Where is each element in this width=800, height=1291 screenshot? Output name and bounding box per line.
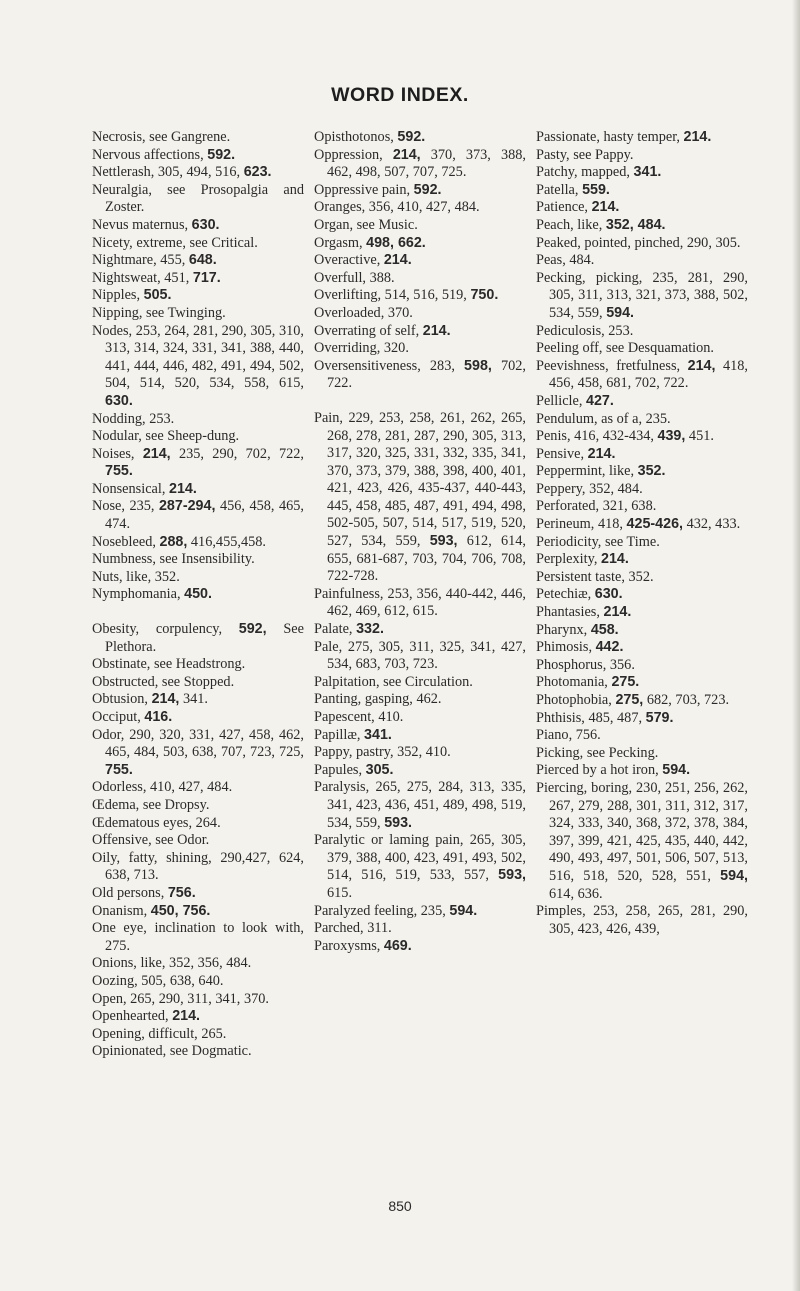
- index-entry: [314, 129, 526, 147]
- entry-bold-reference: 214.: [169, 480, 197, 497]
- entry-text: Opinionated, see Dogmatic.: [92, 1043, 252, 1060]
- entry-bold-reference: 594.: [606, 304, 635, 321]
- entry-text: Pain, 229, 253, 258, 261, 262, 265, 268, 278, 281, 287, 290, 305, 313, 317, 320, 325, 331, 332, 335, 341, 370, 373, 379, 388, 398, 400, 401, 421, 423, 426, 435-437, 440-443, 445, 458, 485, 487, 491, 494, 498, 502-505, 507, 514, 517, 519, 520, 527, 534, 559,: [314, 409, 526, 550]
- index-entry: [92, 270, 304, 288]
- entry-bold-reference: 593.: [384, 814, 413, 831]
- entry-text: Opisthotonos,: [314, 129, 398, 145]
- index-entry: [92, 498, 304, 533]
- entry-bold-reference: 214.: [172, 1008, 201, 1025]
- entry-text: Penis, 416, 432-434,: [536, 428, 658, 445]
- index-entry: [536, 393, 748, 411]
- index-entry: [536, 358, 748, 393]
- index-entry: [536, 692, 748, 710]
- entry-text: Overlifting, 514, 516, 519,: [314, 287, 471, 304]
- index-entry: [92, 252, 304, 270]
- index-entry: [536, 534, 748, 552]
- entry-text: Patchy, mapped,: [536, 164, 634, 181]
- index-entry: [92, 147, 304, 165]
- entry-text: Nymphomania,: [92, 586, 185, 603]
- entry-text: Nodding, 253.: [92, 410, 175, 427]
- index-entry: [314, 639, 526, 674]
- entry-bold-reference: 214,: [142, 445, 171, 462]
- entry-text: Petechiæ,: [536, 586, 595, 603]
- entry-text: Nipping, see Twinging.: [92, 304, 226, 321]
- index-entry: [314, 287, 526, 305]
- entry-text: 702, 722.: [327, 357, 526, 392]
- entry-bold-reference: 287-294,: [158, 498, 216, 515]
- index-entry: [92, 955, 304, 973]
- entry-bold-reference: 214,: [392, 146, 421, 163]
- entry-bold-reference: 592.: [207, 146, 236, 163]
- index-entry: [536, 727, 748, 745]
- entry-text: Pecking, picking, 235, 281, 290, 305, 311, 313, 321, 373, 388, 502, 534, 559,: [536, 269, 748, 321]
- entry-bold-reference: 630.: [594, 586, 623, 603]
- entry-text: Nodes, 253, 264, 281, 290, 305, 310, 313, 314, 324, 331, 341, 388, 440, 441, 444, 446, 482, 491, 494, 502, 504, 514, 520, 534, 558, 615,: [92, 322, 304, 392]
- index-entry: [92, 182, 304, 217]
- entry-text: Pellicle,: [536, 392, 587, 409]
- index-entry: [314, 621, 526, 639]
- entry-text: See Plethora.: [105, 621, 304, 655]
- index-entry: [314, 727, 526, 745]
- entry-text: Phimosis,: [536, 639, 596, 656]
- entry-bold-reference: 559.: [582, 181, 610, 198]
- entry-text: Perplexity,: [536, 551, 601, 568]
- entry-bold-reference: 214.: [683, 129, 712, 145]
- index-entry: [92, 446, 304, 481]
- entry-bold-reference: 427.: [586, 392, 614, 409]
- entry-text: 456, 458, 465, 474.: [105, 498, 305, 533]
- entry-text: Overrating of self,: [314, 322, 423, 339]
- entry-text: 451.: [685, 428, 714, 445]
- entry-text: Pierced by a hot iron,: [536, 762, 663, 779]
- index-entry: [92, 428, 304, 446]
- entry-text: Periodicity, see Time.: [536, 533, 660, 550]
- entry-text: Pimples, 253, 258, 265, 281, 290, 305, 423, 426, 439,: [536, 903, 748, 937]
- index-entry: [536, 129, 748, 147]
- page-edge-shadow: [792, 0, 800, 1291]
- entry-bold-reference: 593,: [429, 533, 458, 550]
- entry-text: Oozing, 505, 638, 640.: [92, 972, 224, 989]
- entry-text: Paroxysms,: [314, 937, 384, 954]
- index-entry: [314, 744, 526, 762]
- index-entry: [536, 182, 748, 200]
- index-entry: [314, 340, 526, 358]
- index-entry: [536, 903, 748, 938]
- entry-text: Papescent, 410.: [314, 709, 404, 725]
- index-entry: [536, 252, 748, 270]
- index-entry: [92, 779, 304, 797]
- entry-text: Oranges, 356, 410, 427, 484.: [314, 199, 480, 216]
- entry-bold-reference: 630.: [191, 216, 220, 233]
- index-entry: [536, 762, 748, 780]
- index-entry: [536, 199, 748, 217]
- entry-text: Old persons,: [92, 884, 168, 901]
- index-entry: [536, 551, 748, 569]
- index-entry: [92, 411, 304, 429]
- entry-text: Picking, see Pecking.: [536, 744, 659, 761]
- index-entry: [314, 235, 526, 253]
- entry-bold-reference: 341.: [364, 726, 392, 743]
- entry-text: Pensive,: [536, 445, 588, 462]
- entry-text: Peppermint, like,: [536, 463, 638, 480]
- entry-text: 682, 703, 723.: [643, 692, 730, 708]
- index-entry: [536, 147, 748, 165]
- entry-text: Obtusion,: [92, 691, 152, 708]
- index-entry: [92, 1043, 304, 1061]
- index-entry: [92, 534, 304, 552]
- entry-text: Opening, difficult, 265.: [92, 1025, 227, 1042]
- index-entry: [536, 481, 748, 499]
- entry-bold-reference: 214.: [383, 252, 412, 269]
- entry-bold-reference: 594,: [720, 867, 748, 884]
- entry-text: Patience,: [536, 199, 592, 216]
- entry-text: Oppression,: [314, 146, 393, 163]
- index-entry: [314, 762, 526, 780]
- entry-text: Overloaded, 370.: [314, 304, 413, 321]
- index-entry: [536, 604, 748, 622]
- entry-text: Noises,: [92, 445, 143, 462]
- entry-text: Obesity, corpulency,: [92, 621, 239, 638]
- index-entry: [536, 586, 748, 604]
- entry-text: Photomania,: [536, 674, 612, 691]
- entry-text: 416,455,458.: [187, 533, 266, 550]
- index-entry: [314, 252, 526, 270]
- entry-text: Nonsensical,: [92, 480, 170, 497]
- index-entry: [314, 410, 526, 586]
- entry-bold-reference: 458.: [590, 621, 619, 638]
- index-entry: [92, 305, 304, 323]
- entry-bold-reference: 332.: [356, 621, 384, 638]
- entry-text: Nervous affections,: [92, 146, 208, 163]
- index-entry: [92, 323, 304, 411]
- entry-bold-reference: 592,: [238, 621, 267, 638]
- index-entry: [314, 691, 526, 709]
- entry-bold-reference: 214.: [591, 199, 620, 216]
- index-entry: [536, 217, 748, 235]
- entry-text: Pediculosis, 253.: [536, 322, 634, 339]
- index-entry: [92, 674, 304, 692]
- index-entry: [536, 463, 748, 481]
- entry-text: Nightmare, 455,: [92, 252, 189, 269]
- entry-bold-reference: 214.: [603, 604, 632, 621]
- entry-bold-reference: 579.: [645, 709, 674, 726]
- entry-bold-reference: 341.: [633, 164, 662, 181]
- entry-text: Pendulum, as of a, 235.: [536, 410, 671, 427]
- entry-text: Patella,: [536, 181, 583, 198]
- entry-bold-reference: 214,: [687, 357, 716, 374]
- entry-text: Parched, 311.: [314, 920, 392, 937]
- entry-text: Overfull, 388.: [314, 269, 395, 286]
- entry-bold-reference: 214.: [422, 322, 451, 339]
- entry-text: Perineum, 418,: [536, 516, 627, 533]
- entry-text: Oppressive pain,: [314, 181, 414, 198]
- entry-text: Phantasies,: [536, 604, 604, 621]
- entry-text: Nuts, like, 352.: [92, 568, 180, 585]
- index-entry: [92, 164, 304, 182]
- index-entry: [92, 235, 304, 253]
- entry-text: Pasty, see Pappy.: [536, 146, 634, 163]
- entry-bold-reference: 592.: [397, 129, 426, 145]
- entry-bold-reference: 450, 756.: [150, 902, 211, 919]
- entry-text: 370, 373, 388, 462, 498, 507, 707, 725.: [327, 146, 527, 181]
- index-entry: [536, 411, 748, 429]
- entry-text: Orgasm,: [314, 234, 367, 251]
- entry-bold-reference: 592.: [413, 181, 442, 198]
- entry-bold-reference: 756.: [167, 884, 196, 901]
- entry-text: Piercing, boring, 230, 251, 256, 262, 267, 279, 288, 301, 311, 312, 317, 324, 333, 340, 368, 372, 378, 384, 397, 399, 421, 425, 435, 440, 442, 490, 493, 497, 501, 506, 507, 513, 516, 518, 520, 528, 551,: [536, 779, 748, 884]
- page-title: WORD INDEX.: [331, 84, 469, 106]
- index-entry: [314, 147, 526, 182]
- index-entry: [92, 481, 304, 499]
- entry-text: Oversensitiveness, 283,: [314, 357, 465, 374]
- entry-bold-reference: 593,: [498, 867, 526, 884]
- entry-text: Piano, 756.: [536, 727, 601, 744]
- index-entry: [92, 569, 304, 587]
- entry-bold-reference: 275,: [615, 692, 644, 708]
- entry-text: Photophobia,: [536, 692, 616, 708]
- entry-text: Onions, like, 352, 356, 484.: [92, 955, 252, 972]
- entry-text: Perforated, 321, 638.: [536, 498, 657, 515]
- entry-text: Necrosis, see Gangrene.: [92, 129, 231, 145]
- entry-text: Organ, see Music.: [314, 216, 418, 233]
- index-entry: [314, 779, 526, 832]
- entry-bold-reference: 352, 484.: [605, 216, 666, 233]
- index-column-2: [314, 129, 526, 955]
- entry-text: 235, 290, 702, 722,: [170, 445, 304, 462]
- entry-text: Painfulness, 253, 356, 440-442, 446, 462, 469, 612, 615.: [314, 585, 526, 620]
- entry-text: Occiput,: [92, 709, 145, 725]
- entry-bold-reference: 630.: [105, 392, 133, 409]
- index-entry: [314, 832, 526, 902]
- entry-bold-reference: 352.: [637, 463, 666, 480]
- index-entry: [314, 305, 526, 323]
- entry-text: Obstinate, see Headstrong.: [92, 656, 246, 673]
- index-entry: [314, 358, 526, 393]
- entry-text: Obstructed, see Stopped.: [92, 673, 235, 690]
- entry-text: Peaked, pointed, pinched, 290, 305.: [536, 234, 741, 251]
- entry-bold-reference: 214.: [587, 445, 616, 462]
- entry-bold-reference: 288,: [159, 533, 188, 550]
- index-entry: [536, 235, 748, 253]
- index-entry: [92, 129, 304, 147]
- entry-bold-reference: 469.: [383, 937, 412, 954]
- entry-text: 612, 614, 655, 681-687, 703, 704, 706, 708, 722-728.: [327, 533, 526, 585]
- entry-bold-reference: 594.: [449, 902, 478, 919]
- entry-text: Œdematous eyes, 264.: [92, 814, 221, 831]
- entry-bold-reference: 214.: [601, 551, 629, 568]
- index-entry: [536, 745, 748, 763]
- index-entry: [314, 217, 526, 235]
- index-entry: [92, 287, 304, 305]
- index-entry: [314, 674, 526, 692]
- entry-text: Palpitation, see Circulation.: [314, 673, 473, 690]
- index-entry: [92, 551, 304, 569]
- index-entry: [92, 709, 304, 727]
- entry-text: Nodular, see Sheep-dung.: [92, 428, 240, 445]
- index-entry: [536, 323, 748, 341]
- index-entry: [92, 1008, 304, 1026]
- entry-text: Onanism,: [92, 902, 151, 919]
- index-entry: [536, 164, 748, 182]
- entry-text: Panting, gasping, 462.: [314, 691, 442, 708]
- index-entry: [536, 639, 748, 657]
- entry-text: Paralyzed feeling, 235,: [314, 902, 450, 919]
- index-entry: [92, 920, 304, 955]
- entry-bold-reference: 425-426,: [626, 516, 683, 533]
- entry-bold-reference: 442.: [595, 639, 624, 656]
- entry-text: Neuralgia, see Prosopalgia and Zoster.: [92, 181, 304, 216]
- entry-text: Overactive,: [314, 252, 384, 269]
- entry-text: Oily, fatty, shining, 290,427, 624, 638, 713.: [92, 849, 304, 884]
- entry-text: Pappy, pastry, 352, 410.: [314, 744, 451, 761]
- entry-bold-reference: 305.: [365, 761, 394, 778]
- entry-text: Pharynx,: [536, 621, 591, 638]
- entry-text: 615.: [327, 884, 353, 901]
- index-entry: [536, 674, 748, 692]
- entry-bold-reference: 439,: [657, 428, 686, 445]
- index-entry: [92, 1026, 304, 1044]
- entry-bold-reference: 750.: [470, 287, 499, 304]
- index-entry: [536, 710, 748, 728]
- entry-bold-reference: 755.: [105, 761, 133, 778]
- index-entry: [314, 903, 526, 921]
- index-entry: [314, 586, 526, 621]
- index-entry: [92, 586, 304, 604]
- index-entry: [536, 622, 748, 640]
- index-entry: [314, 323, 526, 341]
- index-entry: [536, 569, 748, 587]
- entry-bold-reference: 594.: [662, 762, 691, 779]
- entry-text: Nicety, extreme, see Critical.: [92, 234, 258, 251]
- index-entry: [314, 270, 526, 288]
- entry-text: Nevus maternus,: [92, 216, 192, 233]
- entry-text: Nipples,: [92, 287, 144, 304]
- entry-bold-reference: 505.: [143, 287, 172, 304]
- index-entry: [536, 428, 748, 446]
- entry-text: Open, 265, 290, 311, 341, 370.: [92, 990, 269, 1007]
- entry-text: Peach, like,: [536, 216, 606, 233]
- index-column-3: [536, 129, 748, 938]
- entry-text: Nettlerash, 305, 494, 516,: [92, 164, 244, 181]
- index-entry: [536, 516, 748, 534]
- entry-text: Papules,: [314, 761, 366, 778]
- entry-bold-reference: 450.: [184, 586, 212, 603]
- index-entry: [314, 182, 526, 200]
- entry-text: Nightsweat, 451,: [92, 269, 193, 286]
- entry-bold-reference: 598,: [464, 357, 492, 374]
- entry-text: Palate,: [314, 621, 357, 638]
- entry-text: Pale, 275, 305, 311, 325, 341, 427, 534, 683, 703, 723.: [314, 638, 526, 673]
- index-entry: [92, 691, 304, 709]
- index-entry: [92, 991, 304, 1009]
- index-entry: [92, 621, 304, 656]
- entry-text: Numbness, see Insensibility.: [92, 551, 255, 568]
- index-entry: [536, 780, 748, 903]
- entry-text: Peevishness, fretfulness,: [536, 357, 688, 374]
- index-entry: [314, 709, 526, 727]
- entry-bold-reference: 214,: [151, 691, 180, 708]
- entry-text: 432, 433.: [683, 516, 741, 533]
- index-entry: [536, 498, 748, 516]
- entry-text: Odorless, 410, 427, 484.: [92, 779, 233, 796]
- entry-text: Papillæ,: [314, 726, 365, 743]
- entry-text: 341.: [179, 691, 208, 708]
- entry-text: Peas, 484.: [536, 252, 595, 269]
- index-entry: [92, 797, 304, 815]
- index-entry: [92, 727, 304, 780]
- entry-bold-reference: 498, 662.: [366, 234, 426, 251]
- entry-text: Peeling off, see Desquamation.: [536, 340, 715, 357]
- index-entry: [92, 815, 304, 833]
- entry-text: Odor, 290, 320, 331, 427, 458, 462, 465, 484, 503, 638, 707, 723, 725,: [92, 726, 304, 761]
- index-entry: [536, 657, 748, 675]
- entry-text: 614, 636.: [549, 885, 603, 902]
- index-entry: [92, 885, 304, 903]
- entry-text: Nose, 235,: [92, 498, 159, 515]
- index-entry: [536, 270, 748, 323]
- index-entry: [92, 850, 304, 885]
- entry-text: Offensive, see Odor.: [92, 832, 210, 849]
- entry-text: 418, 456, 458, 681, 702, 722.: [549, 357, 748, 392]
- index-column-1: [92, 129, 304, 1061]
- index-entry: [536, 446, 748, 464]
- index-entry: [92, 656, 304, 674]
- entry-bold-reference: 717.: [192, 269, 221, 286]
- entry-bold-reference: 275.: [611, 674, 640, 691]
- index-entry: [92, 832, 304, 850]
- entry-text: Phosphorus, 356.: [536, 656, 635, 673]
- index-entry: [314, 920, 526, 938]
- entry-text: Persistent taste, 352.: [536, 568, 654, 585]
- index-entry: [314, 199, 526, 217]
- entry-bold-reference: 648.: [188, 252, 217, 269]
- entry-bold-reference: 416.: [144, 709, 173, 725]
- entry-text: Peppery, 352, 484.: [536, 480, 643, 497]
- entry-text: Œdema, see Dropsy.: [92, 796, 210, 813]
- entry-text: Passionate, hasty temper,: [536, 129, 684, 145]
- entry-bold-reference: 755.: [105, 463, 133, 480]
- index-entry: [314, 938, 526, 956]
- entry-text: Phthisis, 485, 487,: [536, 709, 646, 726]
- entry-bold-reference: 623.: [243, 164, 272, 181]
- entry-text: Overriding, 320.: [314, 340, 409, 357]
- index-entry: [536, 340, 748, 358]
- index-entry: [92, 973, 304, 991]
- entry-text: One eye, inclination to look with, 275.: [92, 920, 304, 954]
- entry-text: Paralytic or laming pain, 265, 305, 379, 388, 400, 423, 491, 493, 502, 514, 516, 519, 533, 557,: [314, 832, 526, 884]
- entry-text: Paralysis, 265, 275, 284, 313, 335, 341, 423, 436, 451, 489, 498, 519, 534, 559,: [314, 779, 526, 831]
- index-entry: [92, 217, 304, 235]
- entry-text: Openhearted,: [92, 1008, 173, 1025]
- index-entry: [92, 903, 304, 921]
- page-number: 850: [388, 1198, 412, 1214]
- entry-text: Nosebleed,: [92, 533, 160, 550]
